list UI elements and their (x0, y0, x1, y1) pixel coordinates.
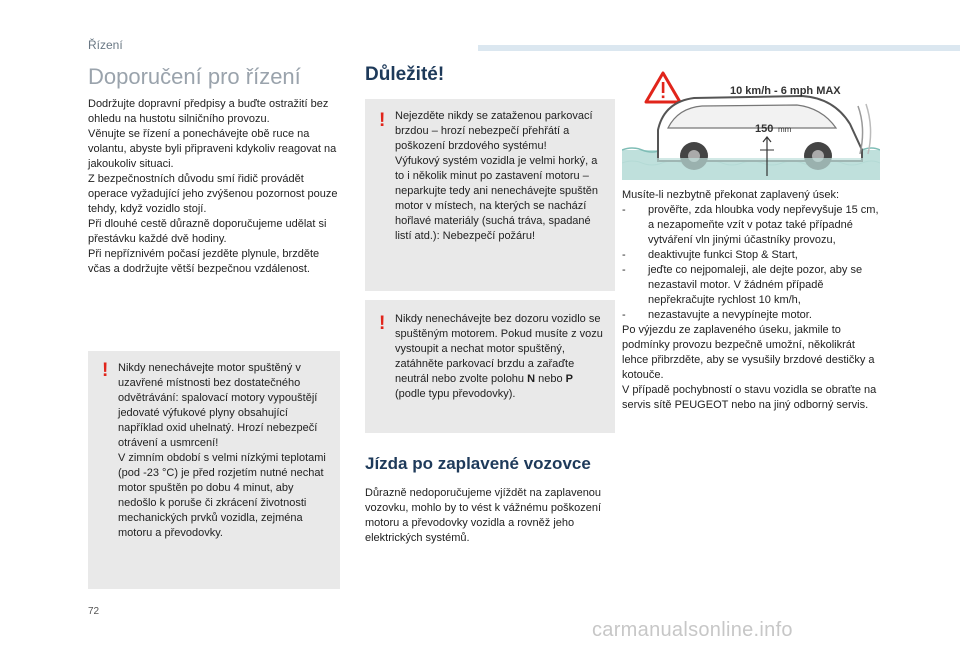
exclamation-icon: ! (379, 110, 386, 131)
gear-n: N (527, 373, 536, 385)
page-number: 72 (88, 606, 100, 617)
instructions-list (622, 203, 884, 323)
paragraph: Z bezpečnostních důvodu smí řidič provádět operace vyžadující jeho zvýšenou pozornost pouze tehdy, když vozidlo stojí. (88, 173, 338, 215)
list-item-text: deaktivujte funkci Stop & Start, (648, 249, 798, 261)
paragraph: Věnujte se řízení a ponechávejte obě ruce na volantu, abyste byli připraveni kdykoliv reagovat na jakoukoliv situaci. (88, 128, 337, 170)
flooded-road-illustration (622, 68, 880, 180)
warning-box-parking-brake (365, 99, 615, 291)
flooded-road-title: Jízda po zaplavené vozovce (365, 454, 591, 473)
list-item-text: prověřte, zda hloubka vody nepřevyšuje 15 cm, a nezapomeňte vzít v potaz také případné vytváření vln jinými účastníky provozu, (648, 204, 879, 246)
exclamation-icon: ! (102, 360, 109, 381)
driving-advice-text (88, 97, 343, 277)
paragraph: Dodržujte dopravní předpisy a buďte ostražití bez ohledu na hustotu silničního provozu. (88, 98, 329, 125)
paragraph: Při dlouhé cestě důrazně doporučujeme udělat si přestávku každé dvě hodiny. (88, 218, 327, 245)
paragraph: Po výjezdu ze zaplaveného úseku, jakmile to podmínky provozu bezpečně umožní, několikrát lehce přibrzděte, aby se vysušily brzdové destičky a kotouče. (622, 324, 875, 381)
paragraph: Při nepříznivém počasí jezděte plynule, brzděte včas a dodržujte větší bezpečnou vzdálenost. (88, 248, 320, 275)
warning-text: V zimním období s velmi nízkými teplotami (pod -23 °C) je před rozjetím nutné nechat motor spuštěn po dobu 4 minut, aby nedošlo k poruše či zkrácení životnosti mechanických prvků vozidla, zejména motoru a převodovky. (118, 452, 326, 539)
list-item: - deaktivujte funkci Stop & Start, (622, 249, 798, 261)
header-bar (478, 45, 960, 51)
page-title: Doporučení pro řízení (88, 64, 301, 89)
text-part: (podle typu převodovky). (395, 388, 516, 400)
warning-box-engine (88, 351, 340, 589)
list-item-text: jeďte co nejpomaleji, ale dejte pozor, aby se nezastavil motor. V žádném případě nepřekračujte rychlost 10 km/h, (648, 264, 863, 306)
text-part: Nikdy nenechávejte bez dozoru vozidlo se spuštěným motorem. Pokud musíte z vozu vystoupit a nechat motor spuštěný, zatáhněte parkovací brzdu a zařaďte neutrál nebo zvolte polohu (395, 313, 603, 385)
exclamation-icon: ! (379, 313, 386, 334)
list-item: - prověřte, zda hloubka vody nepřevyšuje 15 cm, a nezapomeňte vzít v potaz také případné vytváření vln jinými účastníky provozu, (622, 204, 879, 246)
warning-text: Výfukový systém vozidla je velmi horký, a to i několik minut po zastavení motoru – neparkujte tedy ani nenechávejte spuštěn motor v místech, na kterých se nachází hořlavé materiály (suchá tráva, spadané listí atd.): Nebezpečí požáru! (395, 155, 599, 242)
warning-text: Nikdy nenechávejte motor spuštěný v uzavřené místnosti bez dostatečného odvětrávání: spalovací motory vypouštějí jedovaté výfukové plyny obsahující například oxid uhelnatý. Hrozí nebezpečí otrávení a usmrcení! (118, 362, 318, 449)
depth-value: 150 (755, 123, 774, 135)
gear-p: P (565, 373, 573, 385)
list-item: - jeďte co nejpomaleji, ale dejte pozor, aby se nezastavil motor. V žádném případě nepřekračujte rychlost 10 km/h, (622, 264, 863, 306)
paragraph: Důrazně nedoporučujeme vjíždět na zaplavenou vozovku, mohlo by to vést k vážnému poškození motoru a převodovky vozidla a rovněž jeho elektrických systémů. (365, 487, 602, 544)
text-part: nebo (535, 373, 566, 385)
section-header: Řízení (88, 38, 123, 52)
warning-triangle-icon (646, 73, 680, 102)
warning-box-unattended (365, 300, 615, 433)
watermark: carmanualsonline.info (592, 619, 793, 641)
paragraph: V případě pochybností o stavu vozidla se obraťte na servis sítě PEUGEOT nebo na jiný odborný servis. (622, 384, 877, 411)
depth-unit: mm (778, 125, 792, 134)
flooded-road-instructions (622, 188, 884, 413)
speed-limit-label: 10 km/h - 6 mph MAX (730, 85, 841, 97)
important-title: Důležité! (365, 64, 445, 85)
instructions-intro: Musíte-li nezbytně překonat zaplavený úsek: (622, 189, 840, 201)
list-item-text: nezastavujte a nevypínejte motor. (648, 309, 812, 321)
warning-text (395, 312, 605, 402)
warning-text: Nejezděte nikdy se zataženou parkovací brzdou – hrozí nebezpečí přehřátí a poškození brzdového systému! (395, 110, 593, 152)
flooded-road-intro (365, 486, 615, 546)
list-item: - nezastavujte a nevypínejte motor. (622, 309, 812, 321)
